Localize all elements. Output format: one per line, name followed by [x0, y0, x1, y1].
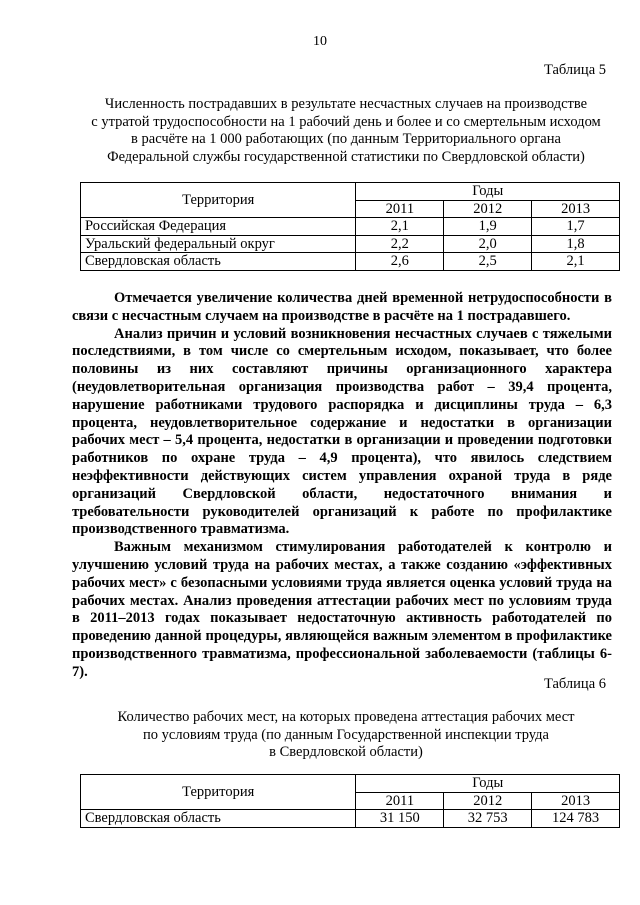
- table5-year: 2012: [444, 200, 532, 218]
- table6-title-line: по условиям труда (по данным Государственной инспекции труда: [143, 726, 549, 743]
- table5-title: [70, 96, 622, 166]
- table5-cell: 2,6: [356, 253, 444, 271]
- table6-label: Таблица 6: [543, 676, 606, 692]
- table5-cell: 2,1: [532, 253, 620, 271]
- table5-cell: 2,0: [444, 235, 532, 253]
- page-number: 10: [313, 34, 327, 49]
- table6-year: 2011: [356, 792, 444, 810]
- body-text: [72, 290, 612, 682]
- table6-cell: 31 150: [356, 810, 444, 828]
- table6-title-line: Количество рабочих мест, на которых проведена аттестация рабочих мест: [117, 709, 575, 725]
- table6-year: 2012: [444, 792, 532, 810]
- table5-row-name: Российская Федерация: [81, 218, 356, 236]
- table6-header-years: Годы: [356, 775, 620, 793]
- table6-year: 2013: [532, 792, 620, 810]
- table6-title: [70, 709, 622, 762]
- table6-cell: 32 753: [444, 810, 532, 828]
- table6-cell: 124 783: [532, 810, 620, 828]
- table6: [80, 774, 620, 828]
- paragraph: Отмечается увеличение количества дней временной нетрудоспособности в связи с несчастным случаем на производстве в расчёте на 1 пострадавшего.: [72, 290, 612, 324]
- table5-header-years: Годы: [356, 183, 620, 201]
- table5-label: Таблица 5: [543, 62, 606, 78]
- table5-row-name: Уральский федеральный округ: [81, 235, 356, 253]
- table5-cell: 2,2: [356, 235, 444, 253]
- table5-cell: 1,7: [532, 218, 620, 236]
- table5-row-name: Свердловская область: [81, 253, 356, 271]
- paragraph: Анализ причин и условий возникновения несчастных случаев с тяжелыми последствиями, в том числе со смертельным исходом, показывает, что более половины из них составляют причины организационного характера (неудовлетворительная организация производства работ – 39,4 процента, нарушение работниками трудового распорядка и дисциплины труда – 6,3 процента, неудовлетворительное содержание и недостатки в организации рабочих мест – 5,4 процента, недостатки в организации и проведении подготовки работников по охране труда – 4,9 процента), что явилось следствием неэффективности действующих систем управления охраной труда в ряде организаций Свердловской области, недостаточного внимания и требовательности руководителей организаций к работе по профилактике производственного травматизма.: [72, 325, 612, 538]
- table6-title-line: в Свердловской области): [269, 744, 423, 760]
- table5-cell: 2,1: [356, 218, 444, 236]
- table5-title-line: Численность пострадавших в результате несчастных случаев на производстве: [104, 96, 588, 112]
- table6-row-name: Свердловская область: [81, 810, 356, 828]
- table-row: [81, 235, 620, 253]
- table5-title-line: Федеральной службы государственной статистики по Свердловской области): [107, 148, 585, 165]
- table5-cell: 1,8: [532, 235, 620, 253]
- table5-year: 2013: [532, 200, 620, 218]
- table5: [80, 182, 620, 271]
- table5-cell: 2,5: [444, 253, 532, 271]
- paragraph: Важным механизмом стимулирования работодателей к контролю и улучшению условий труда на рабочих местах, а также созданию «эффективных рабочих мест» с безопасными условиями труда является оценка условий труда на рабочих местах. Анализ проведения аттестации рабочих мест по условиям труда в 2011–2013 годах показывает недостаточную активность работодателей по проведению данной процедуры, являющейся важным элементом в профилактике производственного травматизма, профессиональной заболеваемости (таблицы 6-7).: [72, 539, 612, 680]
- table6-header-territory: Территория: [81, 775, 356, 810]
- table5-title-line: в расчёте на 1 000 работающих (по данным Территориального органа: [131, 131, 561, 147]
- table-row: [81, 810, 620, 828]
- table-row: [81, 218, 620, 236]
- table5-header-territory: Территория: [81, 183, 356, 218]
- table5-title-line: с утратой трудоспособности на 1 рабочий день и более и со смертельным исходом: [91, 113, 601, 130]
- table5-cell: 1,9: [444, 218, 532, 236]
- table5-year: 2011: [356, 200, 444, 218]
- table-row: [81, 253, 620, 271]
